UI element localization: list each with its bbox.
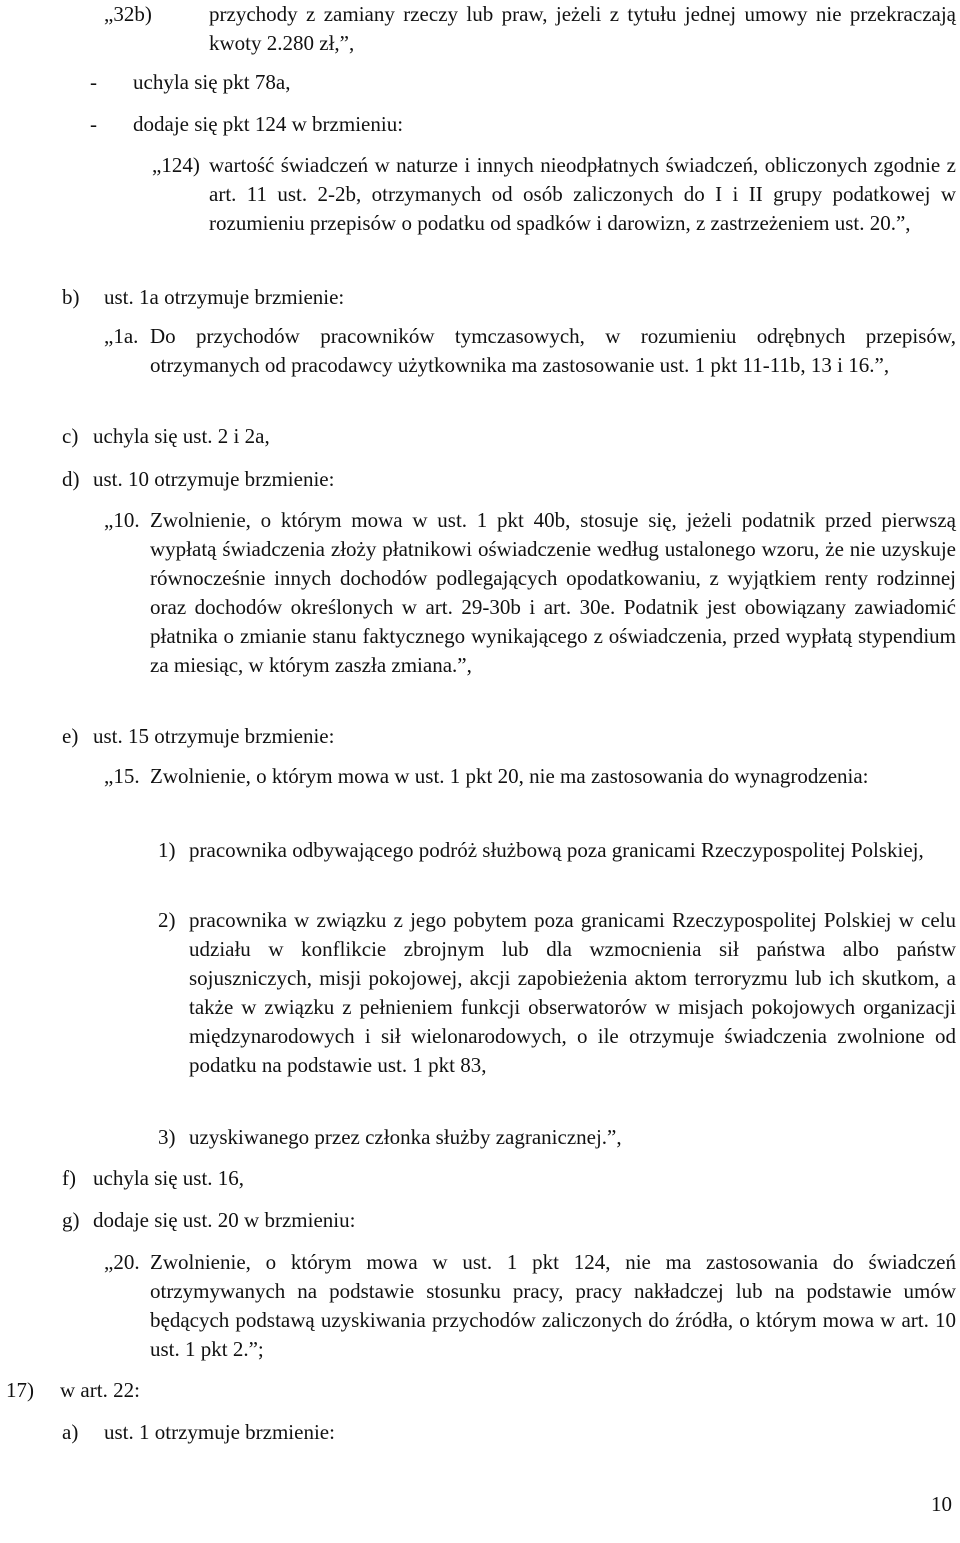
letter-text-f: uchyla się ust. 16, bbox=[93, 1166, 245, 1190]
letter-label-a: a) bbox=[62, 1420, 79, 1444]
item-label-15: „15. bbox=[104, 764, 140, 788]
page-number: 10 bbox=[931, 1492, 952, 1516]
letter-text-a: ust. 1 otrzymuje brzmienie: bbox=[104, 1420, 335, 1444]
letter-text-e: ust. 15 otrzymuje brzmienie: bbox=[93, 724, 335, 748]
item-text-20: Zwolnienie, o którym mowa w ust. 1 pkt 124, nie ma zastosowania do świadczeń otrzymywanych na podstawie stosunku pracy, pracy nakładczej lub na podstawie umów będących podstawą uzyskiwania przychodów zaliczonych do źródła, o którym mowa w art. 10 ust. 1 pkt 2.”; bbox=[150, 1250, 956, 1361]
letter-text-d: ust. 10 otrzymuje brzmienie: bbox=[93, 467, 335, 491]
subitem-text-1: pracownika odbywającego podróż służbową poza granicami Rzeczypospolitej Polskiej, bbox=[189, 838, 924, 862]
item-label-124: „124) bbox=[152, 153, 200, 177]
subitem-label-1: 1) bbox=[158, 838, 176, 862]
letter-label-f: f) bbox=[62, 1166, 76, 1190]
letter-label-e: e) bbox=[62, 724, 79, 748]
item-label-32b: „32b) bbox=[104, 2, 152, 26]
dash-text-uchyla: uchyla się pkt 78a, bbox=[133, 70, 291, 94]
item-text-32b: przychody z zamiany rzeczy lub praw, jeżeli z tytułu jednej umowy nie przekraczają kwoty 2.280 zł,”, bbox=[209, 2, 956, 55]
item-text-1a: Do przychodów pracowników tymczasowych, w rozumieniu odrębnych przepisów, otrzymanych od pracodawcy użytkownika ma zastosowanie ust. 1 pkt 11-11b, 13 i 16.”, bbox=[150, 324, 956, 377]
subitem-label-3: 3) bbox=[158, 1125, 176, 1149]
subitem-text-2: pracownika w związku z jego pobytem poza granicami Rzeczypospolitej Polskiej w celu udziału w konflikcie zbrojnym lub dla wzmocnienia sił państwa albo państw sojuszniczych, misji pokojowej, akcji zapobieżenia aktom terroryzmu lub ich skutkom, a także w związku z pełnieniem funkcji obserwatorów w misjach pokojowych organizacji międzynarodowych i sił wielonarodowych, o ile otrzymuje świadczenia zwolnione od podatku na podstawie ust. 1 pkt 83, bbox=[189, 908, 956, 1077]
item-text-15: Zwolnienie, o którym mowa w ust. 1 pkt 20, nie ma zastosowania do wynagrodzenia: bbox=[150, 764, 869, 788]
point-text-17: w art. 22: bbox=[60, 1378, 140, 1402]
item-label-1a: „1a. bbox=[104, 324, 139, 348]
letter-label-d: d) bbox=[62, 467, 80, 491]
dash-text-dodaje: dodaje się pkt 124 w brzmieniu: bbox=[133, 112, 404, 136]
dash-label-2: - bbox=[90, 112, 97, 136]
item-text-10: Zwolnienie, o którym mowa w ust. 1 pkt 40b, stosuje się, jeżeli podatnik przed pierwszą wypłatą świadczenia złoży płatnikowi oświadczenie według ustalonego wzoru, że nie uzyskuje równocześnie innych dochodów podlegających opodatkowaniu, z wyjątkiem renty rodzinnej oraz dochodów określonych w art. 29-30b i art. 30e. Podatnik jest obowiązany zawiadomić płatnika o zmianie stanu faktycznego wynikającego z oświadczenia, przed wypłatą stypendium za miesiąc, w którym zaszła zmiana.”, bbox=[150, 508, 956, 677]
letter-label-g: g) bbox=[62, 1208, 80, 1232]
letter-text-b: ust. 1a otrzymuje brzmienie: bbox=[104, 285, 345, 309]
subitem-label-2: 2) bbox=[158, 908, 176, 932]
point-label-17: 17) bbox=[6, 1378, 34, 1402]
subitem-text-3: uzyskiwanego przez członka służby zagranicznej.”, bbox=[189, 1125, 622, 1149]
letter-text-c: uchyla się ust. 2 i 2a, bbox=[93, 424, 270, 448]
item-label-20: „20. bbox=[104, 1250, 140, 1274]
letter-text-g: dodaje się ust. 20 w brzmieniu: bbox=[93, 1208, 356, 1232]
item-label-10: „10. bbox=[104, 508, 140, 532]
letter-label-c: c) bbox=[62, 424, 79, 448]
item-text-124: wartość świadczeń w naturze i innych nieodpłatnych świadczeń, obliczonych zgodnie z art. 11 ust. 2-2b, otrzymanych od osób zaliczonych do I i II grupy podatkowej w rozumieniu przepisów o podatku od spadków i darowizn, z zastrzeżeniem ust. 20.”, bbox=[209, 153, 956, 235]
letter-label-b: b) bbox=[62, 285, 80, 309]
dash-label-1: - bbox=[90, 70, 97, 94]
